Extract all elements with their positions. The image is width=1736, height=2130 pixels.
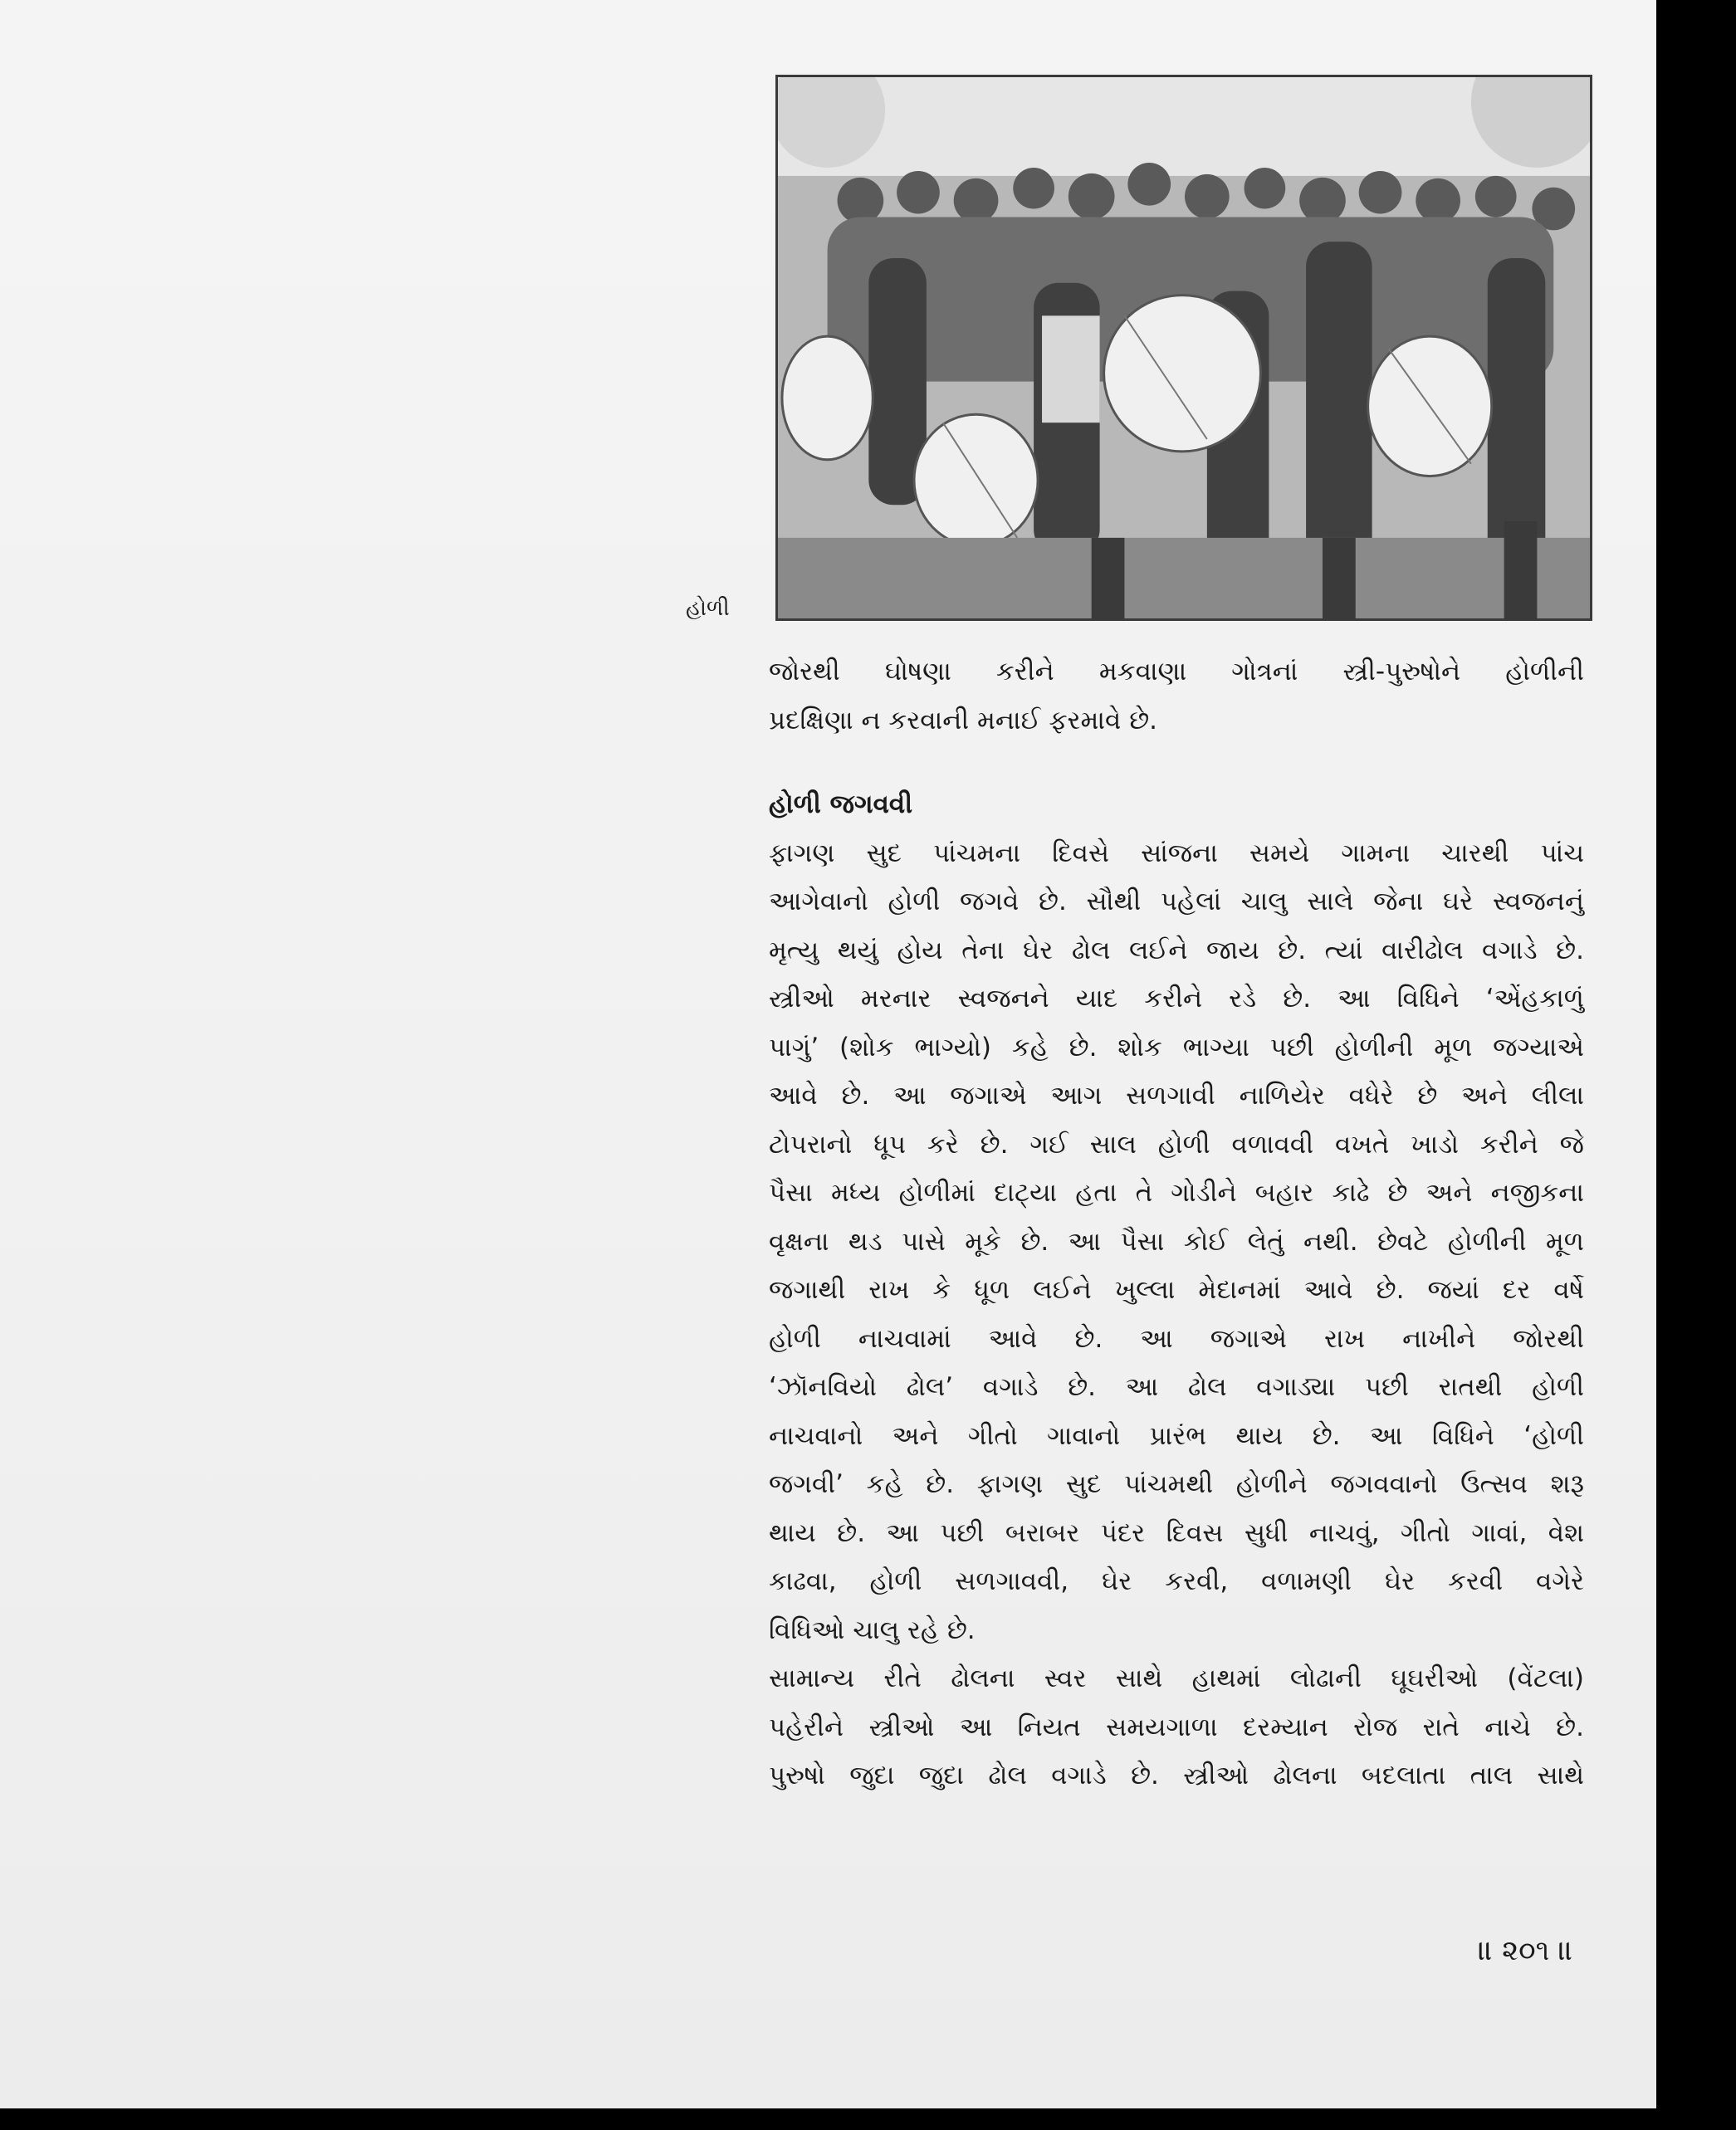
text-line: હોળી નાચવામાં આવે છે. આ જગાએ રાખ નાખીને જોરથી (769, 1323, 1584, 1354)
text-line: મૃત્યુ થયું હોય તેના ઘેર ઢોલ લઈને જાય છે. ત્યાં વારીઢોલ વગાડે છે. (769, 935, 1584, 965)
photo-caption: હોળી (686, 596, 730, 621)
text-line: જગવી’ કહે છે. ફાગણ સુદ પાંચમથી હોળીને જગવવાનો ઉત્સવ શરૂ (769, 1469, 1584, 1499)
text-line: પૈસા મધ્ય હોળીમાં દાટ્યા હતા તે ગોડીને બહાર કાઢે છે અને નજીકના (769, 1178, 1584, 1208)
text-line: ટોપરાનો ધૂપ કરે છે. ગઈ સાલ હોળી વળાવવી વખતે ખાડો કરીને જે (769, 1129, 1584, 1160)
text-line: સ્ત્રીઓ મરનાર સ્વજનને યાદ કરીને રડે છે. આ વિધિને ‘એંહકાળું (769, 984, 1584, 1014)
text-line: વૃક્ષના થડ પાસે મૂકે છે. આ પૈસા કોઈ લેતું નથી. છેવટે હોળીની મૂળ (769, 1226, 1584, 1257)
text-line: આગેવાનો હોળી જગવે છે. સૌથી પહેલાં ચાલુ સાલે જેના ઘરે સ્વજનનું (769, 887, 1584, 916)
section-heading: હોળી જગવવી (769, 789, 913, 819)
page-number: ॥ ૨૦૧ ॥ (1478, 1934, 1573, 1967)
text-line: પાગું’ (શોક ભાગ્યો) કહે છે. શોક ભાગ્યા પછી હોળીની મૂળ જગ્યાએ (769, 1032, 1584, 1063)
text-line: પુરુષો જુદા જુદા ઢોલ વગાડે છે. સ્ત્રીઓ ઢોલના બદલાતા તાલ સાથે (769, 1761, 1584, 1790)
photo-illustration (778, 77, 1590, 618)
text-line: ફાગણ સુદ પાંચમના દિવસે સાંજના સમયે ગામના ચારથી પાંચ (769, 838, 1584, 868)
text-line: જગાથી રાખ કે ધૂળ લઈને ખુલ્લા મેદાનમાં આવે છે. જયાં દર વર્ષે (769, 1275, 1584, 1305)
intro-paragraph (769, 647, 1584, 745)
text-line: પહેરીને સ્ત્રીઓ આ નિયત સમયગાળા દરમ્યાન રોજ રાતે નાચે છે. (769, 1712, 1584, 1742)
text-line: ‘ઝૉનવિયો ઢોલ’ વગાડે છે. આ ઢોલ વગાડ્યા પછી રાતથી હોળી (769, 1372, 1584, 1402)
text-line: આવે છે. આ જગાએ આગ સળગાવી નાળિયેર વધેરે છે અને લીલા (769, 1081, 1584, 1111)
text-line: કાઢવા, હોળી સળગાવવી, ઘેર કરવી, વળામણી ઘેર કરવી વગેરે (769, 1566, 1584, 1596)
section-paragraph-2 (769, 1654, 1584, 1800)
text-line: જોરથી ઘોષણા કરીને મકવાણા ગોત્રનાં સ્ત્રી-પુરુષોને હોળીની (769, 657, 1584, 686)
text-line: વિધિઓ ચાલુ રહે છે. (769, 1615, 976, 1645)
text-line: સામાન્ય રીતે ઢોલના સ્વર સાથે હાથમાં લોઢાની ઘૂઘરીઓ (વેંટલા) (769, 1663, 1584, 1693)
body-text (769, 647, 1584, 1800)
text-line: પ્રદક્ષિણા ન કરવાની મનાઈ ફરમાવે છે. (769, 705, 1158, 735)
checkered-shirt (1042, 315, 1100, 423)
text-line: થાય છે. આ પછી બરાબર પંદર દિવસ સુધી નાચવું, ગીતો ગાવાં, વેશ (769, 1517, 1584, 1548)
holi-drummers-photo (775, 75, 1592, 621)
text-line: નાચવાનો અને ગીતો ગાવાનો પ્રારંભ થાય છે. આ વિધિને ‘હોળી (769, 1420, 1584, 1451)
section-paragraph-1 (769, 829, 1584, 1655)
